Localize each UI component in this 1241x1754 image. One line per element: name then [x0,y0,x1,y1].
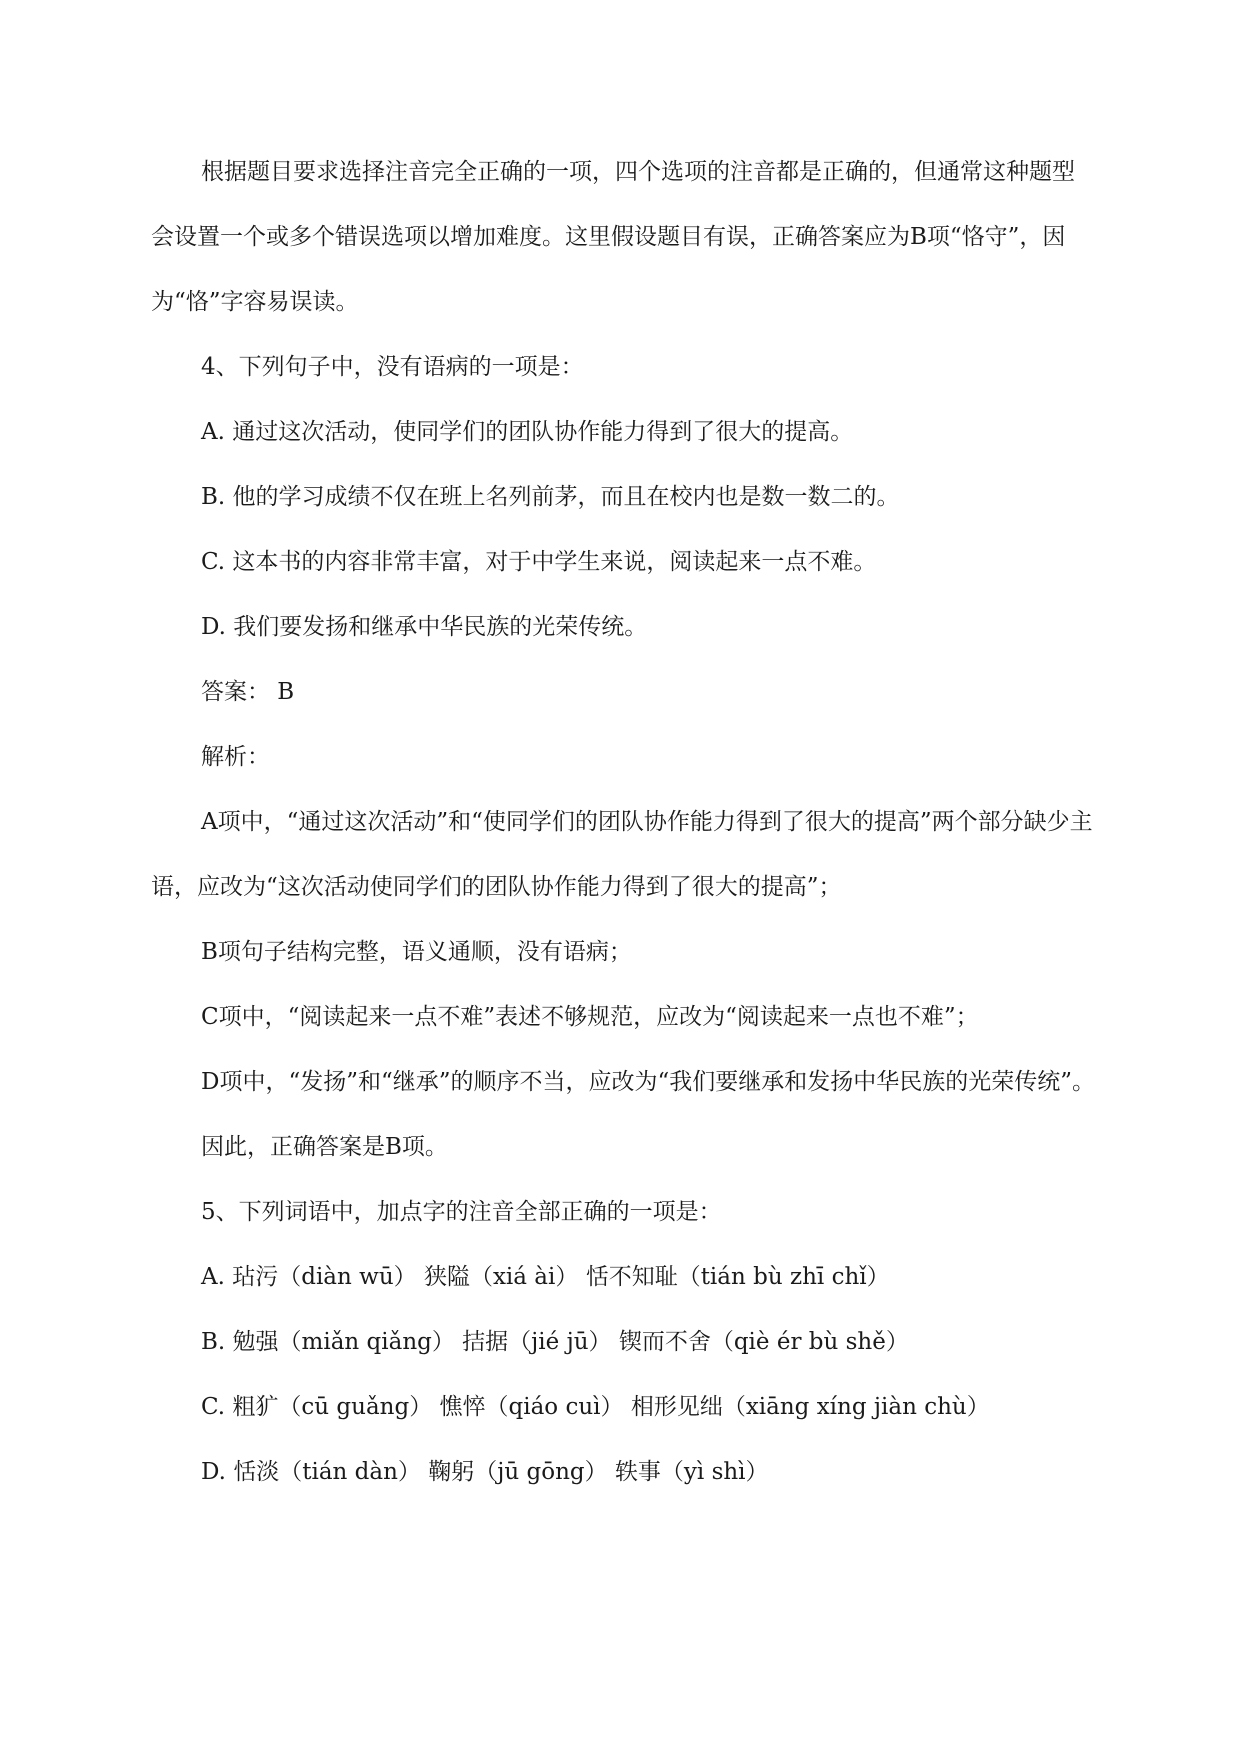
analysis-option-a: A项中，“通过这次活动”和“使同学们的团队协作能力得到了很大的提高”两个部分缺少主语，应改为“这次活动使同学们的团队协作能力得到了很大的提高”； [151,809,1093,900]
question-4-option-c: C. 这本书的内容非常丰富，对于中学生来说，阅读起来一点不难。 [201,549,877,575]
intro-paragraph: 根据题目要求选择注音完全正确的一项，四个选项的注音都是正确的，但通常这种题型会设置一个或多个错误选项以增加难度。这里假设题目有误，正确答案应为B项“恪守”，因为“恪”字容易误读。 [151,159,1075,315]
analysis-option-d: D项中，“发扬”和“继承”的顺序不当，应改为“我们要继承和发扬中华民族的光荣传统”。 [201,1069,1095,1095]
question-4-conclusion: 因此，正确答案是B项。 [201,1134,448,1160]
document-page [151,140,1096,1505]
question-4-option-a: A. 通过这次活动，使同学们的团队协作能力得到了很大的提高。 [201,419,854,445]
question-4-answer: 答案： B [201,679,295,705]
question-4: 4、下列句子中，没有语病的一项是： [201,354,584,380]
question-4-option-d: D. 我们要发扬和继承中华民族的光荣传统。 [201,614,648,640]
question-5: 5、下列词语中，加点字的注音全部正确的一项是： [201,1199,722,1225]
question-5-option-c: C. 粗犷（cū guǎng） 憔悴（qiáo cuì） 相形见绌（xiāng xíng jiàn chù） [201,1394,990,1420]
question-4-analysis-heading: 解析： [201,744,270,770]
analysis-option-b: B项句子结构完整，语义通顺，没有语病； [201,939,632,965]
question-5-option-b: B. 勉强（miǎn qiǎng） 拮据（jié jū） 锲而不舍（qiè ér bù shě） [201,1329,909,1355]
question-4-option-b: B. 他的学习成绩不仅在班上名列前茅，而且在校内也是数一数二的。 [201,484,900,510]
analysis-option-c: C项中，“阅读起来一点不难”表述不够规范，应改为“阅读起来一点也不难”； [201,1004,979,1030]
question-5-option-d: D. 恬淡（tián dàn） 鞠躬（jū gōng） 轶事（yì shì） [201,1459,769,1485]
question-5-option-a: A. 玷污（diàn wū） 狭隘（xiá ài） 恬不知耻（tián bù zhī chǐ） [201,1264,890,1290]
